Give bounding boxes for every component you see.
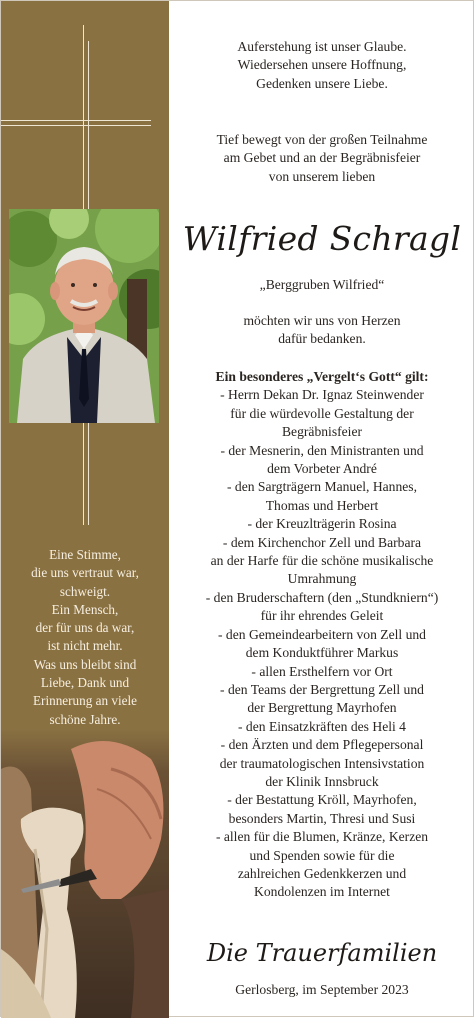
thanks-line: dafür bedanken. [278,331,366,347]
intro-text [169,131,474,186]
acknowledgements [169,368,474,902]
intro-line: von unserem lieben [268,168,376,184]
ack-line: der Bergrettung Mayrhofen [247,700,397,716]
ack-line: Umrahmung [287,571,357,587]
cross-horizontal-line [1,120,151,121]
portrait-illustration [9,209,159,423]
poem-line: schöne Jahre. [49,711,121,727]
poem-line: Erinnerung an viele [33,693,137,709]
ack-line: dem Konduktführer Markus [245,645,399,661]
nickname [169,276,474,294]
thanks-text [169,312,474,349]
poem-line: Eine Stimme, [49,547,121,562]
ack-line: der Klinik Innsbruck [265,773,379,789]
ack-line: für die würdevolle Gestaltung der [230,405,414,421]
ack-line: - der Bestattung Kröll, Mayrhofen, [227,792,417,808]
ack-line: und Spenden sowie für die [249,847,395,863]
portrait-photo [9,209,159,423]
ack-line: - den Gemeindearbeitern von Zell und [218,626,426,642]
ack-line: - den Teams der Bergrettung Zell und [220,681,424,697]
ack-line: Begräbnisfeier [281,424,363,440]
verse-line: Wiedersehen unsere Hoffnung, [237,57,407,73]
poem-line: schweigt. [59,583,111,599]
poem-line: Liebe, Dank und [40,675,130,691]
vergelts-heading: Ein besonderes „Vergelt‘s Gott“ gilt: [215,369,429,384]
ack-line: besonders Martin, Thresi und Susi [228,810,416,826]
right-column [169,1,474,1018]
opening-verse [169,38,474,93]
poem-line: Was uns bleibt sind [33,656,137,672]
ack-line: - den Bruderschaftern (den „Stundkniern“) [205,589,439,605]
ack-line: an der Harfe für die schöne musikalische [210,553,434,569]
verse-line: Auferstehung ist unser Glaube. [237,39,407,54]
ack-line: - allen Ersthelfern vor Ort [251,663,393,679]
thanks-line: möchten wir uns von Herzen [243,313,401,328]
verse-line: Gedenken unsere Liebe. [256,75,388,91]
ack-line: zahlreichen Gedenkkerzen und [237,865,407,881]
ack-line: - den Einsatzkräften des Heli 4 [238,718,406,734]
ack-line: - der Kreuzlträgerin Rosina [247,516,397,532]
ack-line: Thomas und Herbert [265,497,379,513]
ack-line: der traumatologischen Intensivstation [219,755,425,771]
ack-line: - den Ärzten und dem Pflegepersonal [220,737,424,753]
poem-line: der für uns da war, [35,620,135,636]
ack-line: - dem Kirchenchor Zell und Barbara [222,534,422,550]
woodcarving-illustration [1,729,169,1018]
poem-line: ist nicht mehr. [47,638,123,654]
ack-line: dem Vorbeter André [267,461,377,477]
intro-line: Tief bewegt von der großen Teilnahme [216,132,428,147]
poem-line: Ein Mensch, [51,601,119,617]
woodcarving-photo [1,729,169,1018]
ack-line: für ihr ehrendes Geleit [260,608,384,624]
place-date-text: Gerlosberg, im September 2023 [235,982,409,997]
ack-line: - Herrn Dekan Dr. Ignaz Steinwender [220,387,424,403]
intro-line: am Gebet und an der Begräbnisfeier [223,150,421,166]
ack-line: Kondolenzen im Internet [254,884,390,900]
poem-line: die uns vertraut war, [31,565,139,581]
cross-horizontal-line-inner [1,125,151,126]
ack-line: - allen für die Blumen, Kränze, Kerzen [215,829,429,845]
place-date [169,981,474,999]
ack-line: - den Sargträgern Manuel, Hannes, [226,479,417,495]
family-signature: Die Trauerfamilien [206,939,438,967]
nickname-text: „Berggruben Wilfried“ [259,277,385,292]
ack-line: - der Mesnerin, den Ministranten und [220,442,424,458]
left-column [1,1,169,1018]
deceased-name: Wilfried Schragl [182,219,462,258]
memorial-poem [7,546,163,729]
